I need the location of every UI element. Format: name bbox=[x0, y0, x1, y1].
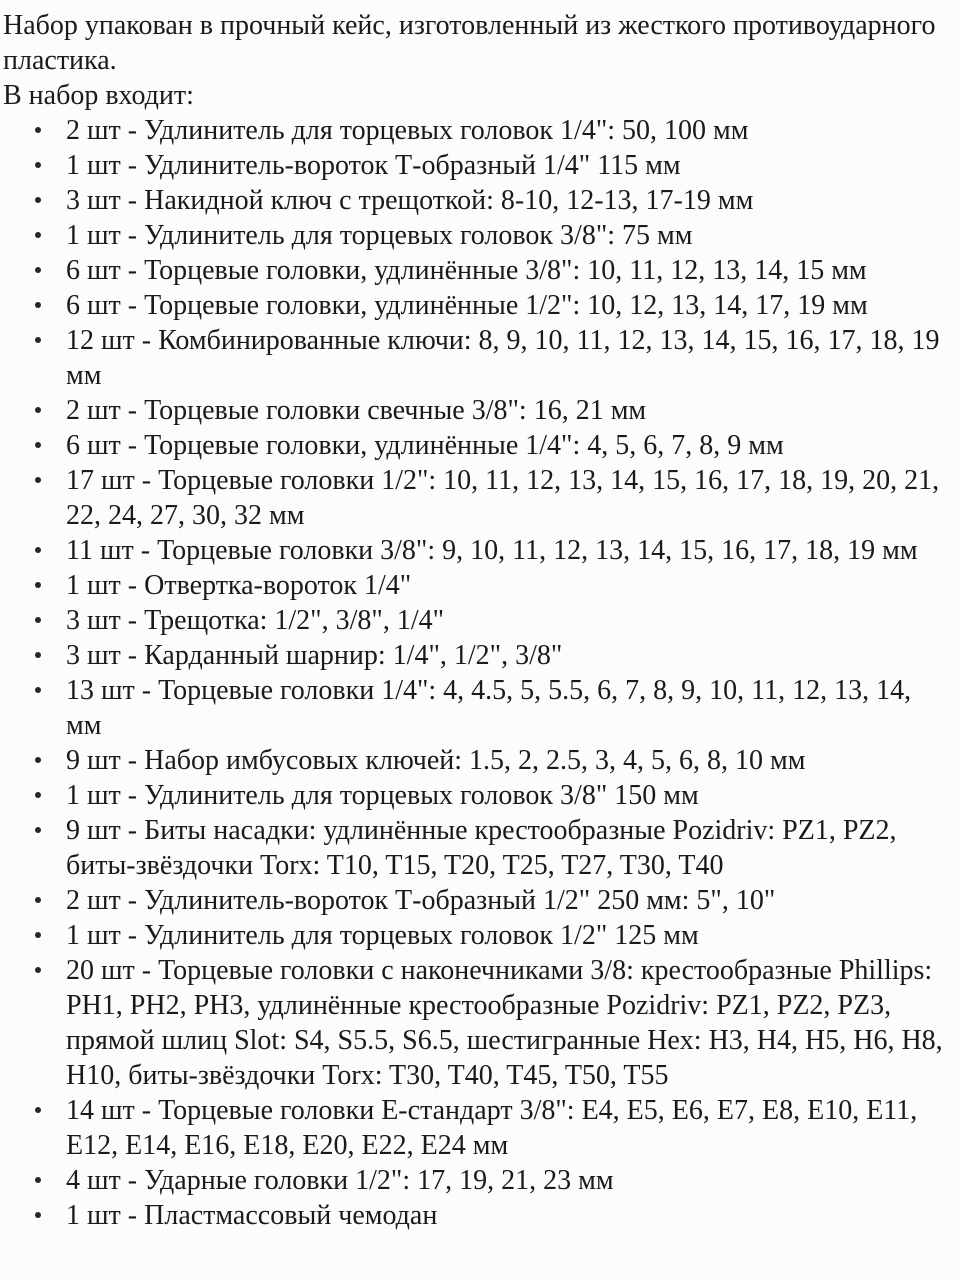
list-item: 4 шт - Ударные головки 1/2": 17, 19, 21, 23 мм bbox=[66, 1163, 950, 1198]
list-item: 17 шт - Торцевые головки 1/2": 10, 11, 12, 13, 14, 15, 16, 17, 18, 19, 20, 21, 22, 24, 27, 30, 32 мм bbox=[66, 463, 950, 533]
list-item: 1 шт - Пластмассовый чемодан bbox=[66, 1198, 950, 1233]
intro-paragraph: Набор упакован в прочный кейс, изготовленный из жесткого противоударного пластика. bbox=[3, 10, 936, 76]
list-item: 2 шт - Удлинитель-вороток Т-образный 1/2" 250 мм: 5", 10" bbox=[66, 883, 950, 918]
list-item: 6 шт - Торцевые головки, удлинённые 1/2": 10, 12, 13, 14, 17, 19 мм bbox=[66, 288, 950, 323]
list-item: 13 шт - Торцевые головки 1/4": 4, 4.5, 5, 5.5, 6, 7, 8, 9, 10, 11, 12, 13, 14, мм bbox=[66, 673, 950, 743]
list-item: 2 шт - Удлинитель для торцевых головок 1/4": 50, 100 мм bbox=[66, 113, 950, 148]
list-item: 14 шт - Торцевые головки Е-стандарт 3/8": E4, E5, E6, E7, E8, E10, E11, E12, E14, E16, E18, E20, E22, E24 мм bbox=[66, 1093, 950, 1163]
list-item: 1 шт - Удлинитель для торцевых головок 3/8" 150 мм bbox=[66, 778, 950, 813]
list-item: 3 шт - Карданный шарнир: 1/4", 1/2", 3/8" bbox=[66, 638, 950, 673]
list-item: 2 шт - Торцевые головки свечные 3/8": 16, 21 мм bbox=[66, 393, 950, 428]
list-item: 1 шт - Отвертка-вороток 1/4" bbox=[66, 568, 950, 603]
list-item: 20 шт - Торцевые головки с наконечниками 3/8: крестообразные Phillips: PH1, PH2, PH3, удлинённые крестообразные Pozidriv: PZ1, PZ2, PZ3, прямой шлиц Slot: S4, S5.5, S6.5, шестигранные Hex: H3, H4, H5, H6, H8, H10, биты-звёздочки Torx: T30, T40, T45, T50, T55 bbox=[66, 953, 950, 1093]
list-item: 6 шт - Торцевые головки, удлинённые 1/4": 4, 5, 6, 7, 8, 9 мм bbox=[66, 428, 950, 463]
list-item: 6 шт - Торцевые головки, удлинённые 3/8": 10, 11, 12, 13, 14, 15 мм bbox=[66, 253, 950, 288]
list-heading: В набор входит: bbox=[3, 80, 194, 111]
list-item: 9 шт - Биты насадки: удлинённые крестообразные Pozidriv: PZ1, PZ2, биты-звёздочки Torx: T10, T15, T20, T25, T27, T30, T40 bbox=[66, 813, 950, 883]
list-item: 1 шт - Удлинитель для торцевых головок 1/2" 125 мм bbox=[66, 918, 950, 953]
list-item: 1 шт - Удлинитель-вороток Т-образный 1/4" 115 мм bbox=[66, 148, 950, 183]
contents-list bbox=[3, 113, 950, 1233]
list-item: 3 шт - Накидной ключ с трещоткой: 8-10, 12-13, 17-19 мм bbox=[66, 183, 950, 218]
list-item: 1 шт - Удлинитель для торцевых головок 3/8": 75 мм bbox=[66, 218, 950, 253]
list-item: 9 шт - Набор имбусовых ключей: 1.5, 2, 2.5, 3, 4, 5, 6, 8, 10 мм bbox=[66, 743, 950, 778]
list-item: 12 шт - Комбинированные ключи: 8, 9, 10, 11, 12, 13, 14, 15, 16, 17, 18, 19 мм bbox=[66, 323, 950, 393]
list-item: 11 шт - Торцевые головки 3/8": 9, 10, 11, 12, 13, 14, 15, 16, 17, 18, 19 мм bbox=[66, 533, 950, 568]
list-item: 3 шт - Трещотка: 1/2", 3/8", 1/4" bbox=[66, 603, 950, 638]
